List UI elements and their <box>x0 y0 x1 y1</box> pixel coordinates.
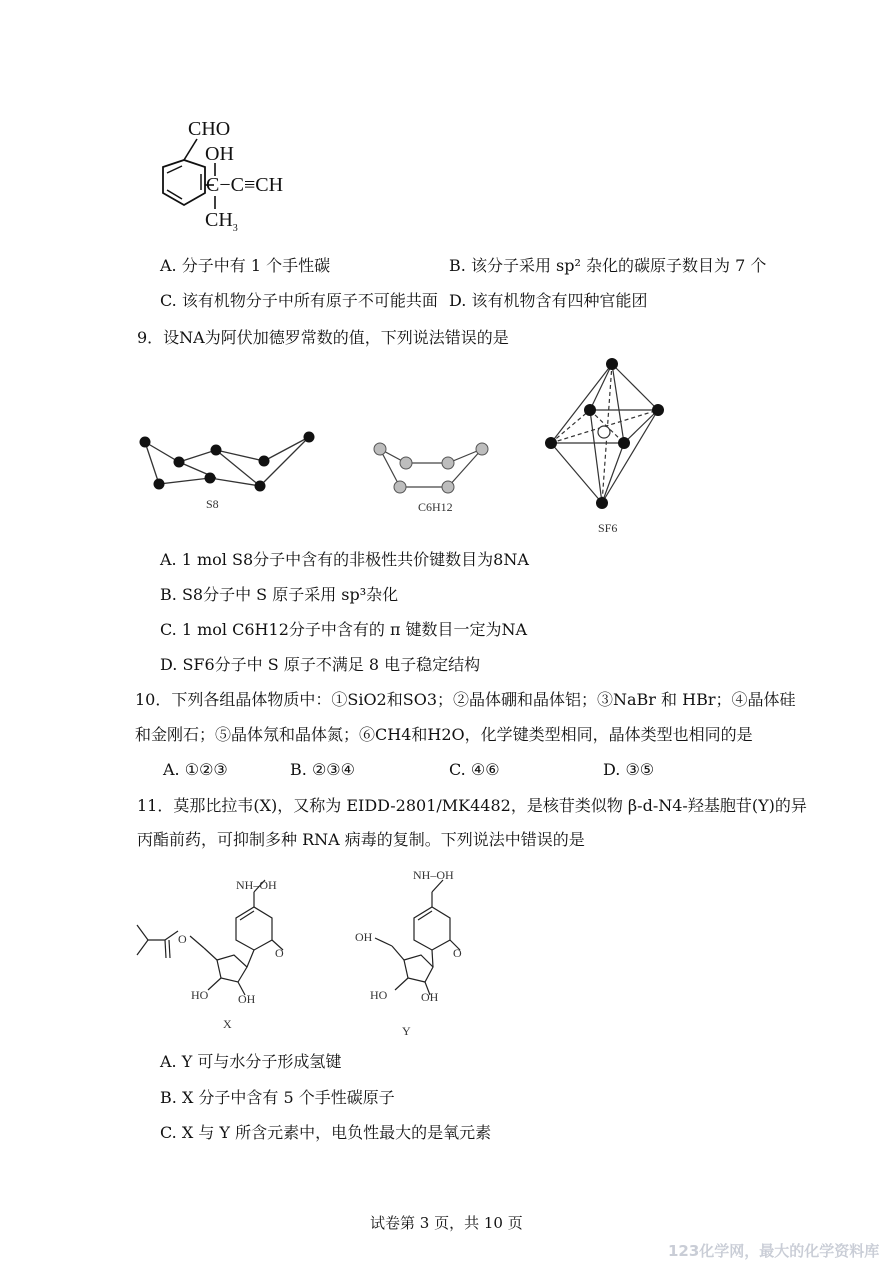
q11-stem-line2: 丙酯前药，可抑制多种 RNA 病毒的复制。下列说法中错误的是 <box>137 830 585 849</box>
x-ho-label: HO <box>191 988 209 1002</box>
q8-chain-label: C−C≡CH <box>206 174 284 196</box>
structure-x-label: X <box>223 1017 232 1031</box>
q11-option-a: A. Y 可与水分子形成氢键 <box>160 1052 342 1071</box>
q10-option-c: C. ④⑥ <box>449 760 500 779</box>
x-ester-o-label: O <box>178 932 187 946</box>
structure-y-label: Y <box>402 1024 411 1038</box>
q9-option-c: C. 1 mol C6H12分子中含有的 π 键数目一定为NA <box>160 620 528 639</box>
structure-x <box>137 880 283 995</box>
x-carbonyl-o-label: O <box>275 946 284 960</box>
q8-option-d: D. 该有机物含有四种官能团 <box>449 291 648 310</box>
x-oh-label: OH <box>238 992 256 1006</box>
y-oh-bottom-label: OH <box>421 990 439 1004</box>
q10-option-b: B. ②③④ <box>290 760 355 779</box>
q10-stem-line1: 10．下列各组晶体物质中：①SiO2和SO3；②晶体硼和晶体铝；③NaBr 和 HBr；④晶体硅 <box>135 690 796 709</box>
q8-ch3-label: $CH_3$ <box>205 209 238 234</box>
q9-stem: 9．设NA为阿伏加德罗常数的值，下列说法错误的是 <box>137 328 509 347</box>
page-footer: 试卷第 3 页，共 10 页 <box>370 1214 523 1232</box>
y-ho-label: OH <box>355 930 373 944</box>
y-carbonyl-o-label: O <box>453 946 462 960</box>
q9-option-a: A. 1 mol S8分子中含有的非极性共价键数目为8NA <box>160 550 529 569</box>
q9-option-b: B. S8分子中 S 原子采用 sp³杂化 <box>160 585 399 604</box>
sf6-label: SF6 <box>598 521 618 535</box>
q8-option-a: A. 分子中有 1 个手性碳 <box>160 256 331 275</box>
q8-option-b: B. 该分子采用 sp² 杂化的碳原子数目为 7 个 <box>449 256 767 275</box>
q10-option-d: D. ③⑤ <box>603 760 655 779</box>
structure-y <box>375 880 460 995</box>
y-nh-oh-label: NH–OH <box>413 868 454 882</box>
q8-oh-label: OH <box>205 143 234 165</box>
q10-option-a: A. ①②③ <box>163 760 228 779</box>
q11-option-b: B. X 分子中含有 5 个手性碳原子 <box>160 1088 395 1107</box>
c6h12-label: C6H12 <box>418 500 453 514</box>
q8-option-c: C. 该有机物分子中所有原子不可能共面 <box>160 291 438 310</box>
s8-label: S8 <box>206 497 219 511</box>
x-nh-oh-label: NH–OH <box>236 878 277 892</box>
q11-option-c: C. X 与 Y 所含元素中，电负性最大的是氧元素 <box>160 1123 492 1142</box>
q8-cho-label: CHO <box>188 118 231 140</box>
watermark: 123化学网，最大的化学资料库 <box>668 1242 880 1260</box>
q11-stem-line1: 11．莫那比拉韦(X)，又称为 EIDD-2801/MK4482，是核苷类似物 β-d-N4-羟基胞苷(Y)的异 <box>137 796 807 815</box>
q10-stem-line2: 和金刚石；⑤晶体氖和晶体氮；⑥CH4和H2O，化学键类型相同，晶体类型也相同的是 <box>135 725 753 744</box>
q9-option-d: D. SF6分子中 S 原子不满足 8 电子稳定结构 <box>160 655 481 674</box>
y-ho-bottom-label: HO <box>370 988 388 1002</box>
